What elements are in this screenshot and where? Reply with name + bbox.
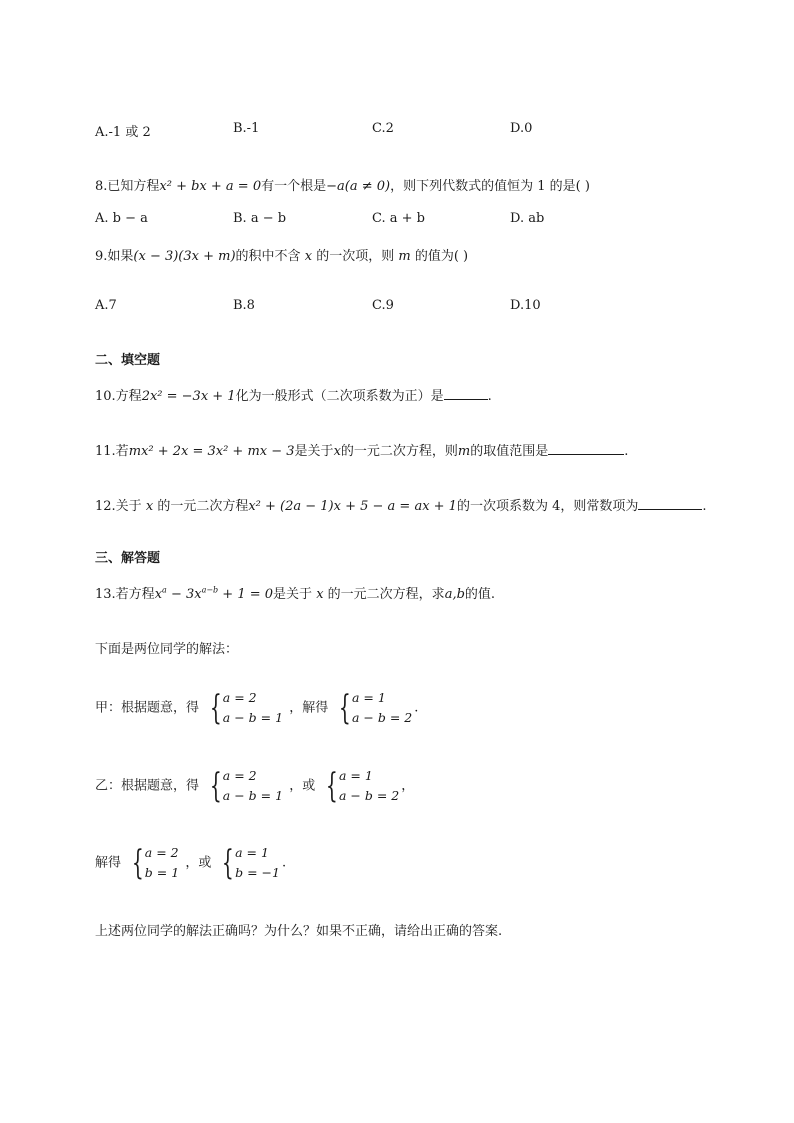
q12-stem: 12.关于 x 的一元二次方程x² + (2a − 1)x + 5 − a = ax + 1的一次项系数为 4，则常数项为 . (95, 499, 707, 514)
q13-stem: 13.若方程$x^a - 3x^{a-b} + 1 = 0$是关于 x 的一元二次方程，求a,b的值. (95, 585, 496, 602)
q9-option-d: D.10 (510, 298, 541, 313)
q8-option-b: B. a − b (233, 211, 287, 226)
q10-answer-blank[interactable] (444, 387, 488, 400)
section-heading-fill-in: 二、填空题 (95, 353, 161, 368)
section-heading-solve: 三、解答题 (95, 551, 161, 566)
q13-intro: 下面是两位同学的解法： (95, 642, 239, 657)
q7-option-a: A.-1 或 2 (95, 125, 151, 140)
equation-system: { a = 2 a − b = 1 (210, 766, 284, 806)
equation-system: { a = 1 a − b = 2 (326, 766, 400, 806)
equation-system: { a = 1 a − b = 2 (339, 688, 413, 728)
q13-solution-result: 解得 { a = 2 b = 1 ，或 { a = 1 b = −1 . (95, 843, 287, 883)
q8-option-a: A. b − a (95, 211, 148, 226)
q9-option-b: B.8 (233, 298, 255, 313)
q8-stem: 8.已知方程x² + bx + a = 0有一个根是−a(a ≠ 0)，则下列代数式的值恒为 1 的是( ) (95, 179, 590, 194)
q13-solution-yi: 乙：根据题意，得 { a = 2 a − b = 1 ，或 { a = 1 a − b = 2 ， (95, 766, 415, 806)
q10-stem: 10.方程2x² = −3x + 1化为一般形式（二次项系数为正）是 . (95, 389, 492, 404)
q8-option-c: C. a + b (372, 211, 425, 226)
equation-system: { a = 2 b = 1 (132, 843, 180, 883)
q9-stem: 9.如果(x − 3)(3x + m)的积中不含 x 的一次项，则 m 的值为( ) (95, 249, 469, 264)
equation-system: { a = 1 b = −1 (222, 843, 280, 883)
q13-question: 上述两位同学的解法正确吗？为什么？如果不正确，请给出正确的答案. (95, 924, 503, 939)
q11-stem: 11.若mx² + 2x = 3x² + mx − 3是关于x的一元二次方程，则m的取值范围是 . (95, 444, 629, 459)
q13-solution-jia: 甲：根据题意，得 { a = 2 a − b = 1 ，解得 { a = 1 a − b = 2 . (95, 688, 419, 728)
q8-option-d: D. ab (510, 211, 545, 226)
equation-system: { a = 2 a − b = 1 (210, 688, 284, 728)
q9-option-c: C.9 (372, 298, 394, 313)
q9-option-a: A.7 (95, 298, 117, 313)
q12-answer-blank[interactable] (638, 497, 702, 510)
q7-option-b: B.-1 (233, 121, 260, 136)
q7-option-d: D.0 (510, 121, 533, 136)
q11-answer-blank[interactable] (548, 442, 624, 455)
q7-option-c: C.2 (372, 121, 394, 136)
